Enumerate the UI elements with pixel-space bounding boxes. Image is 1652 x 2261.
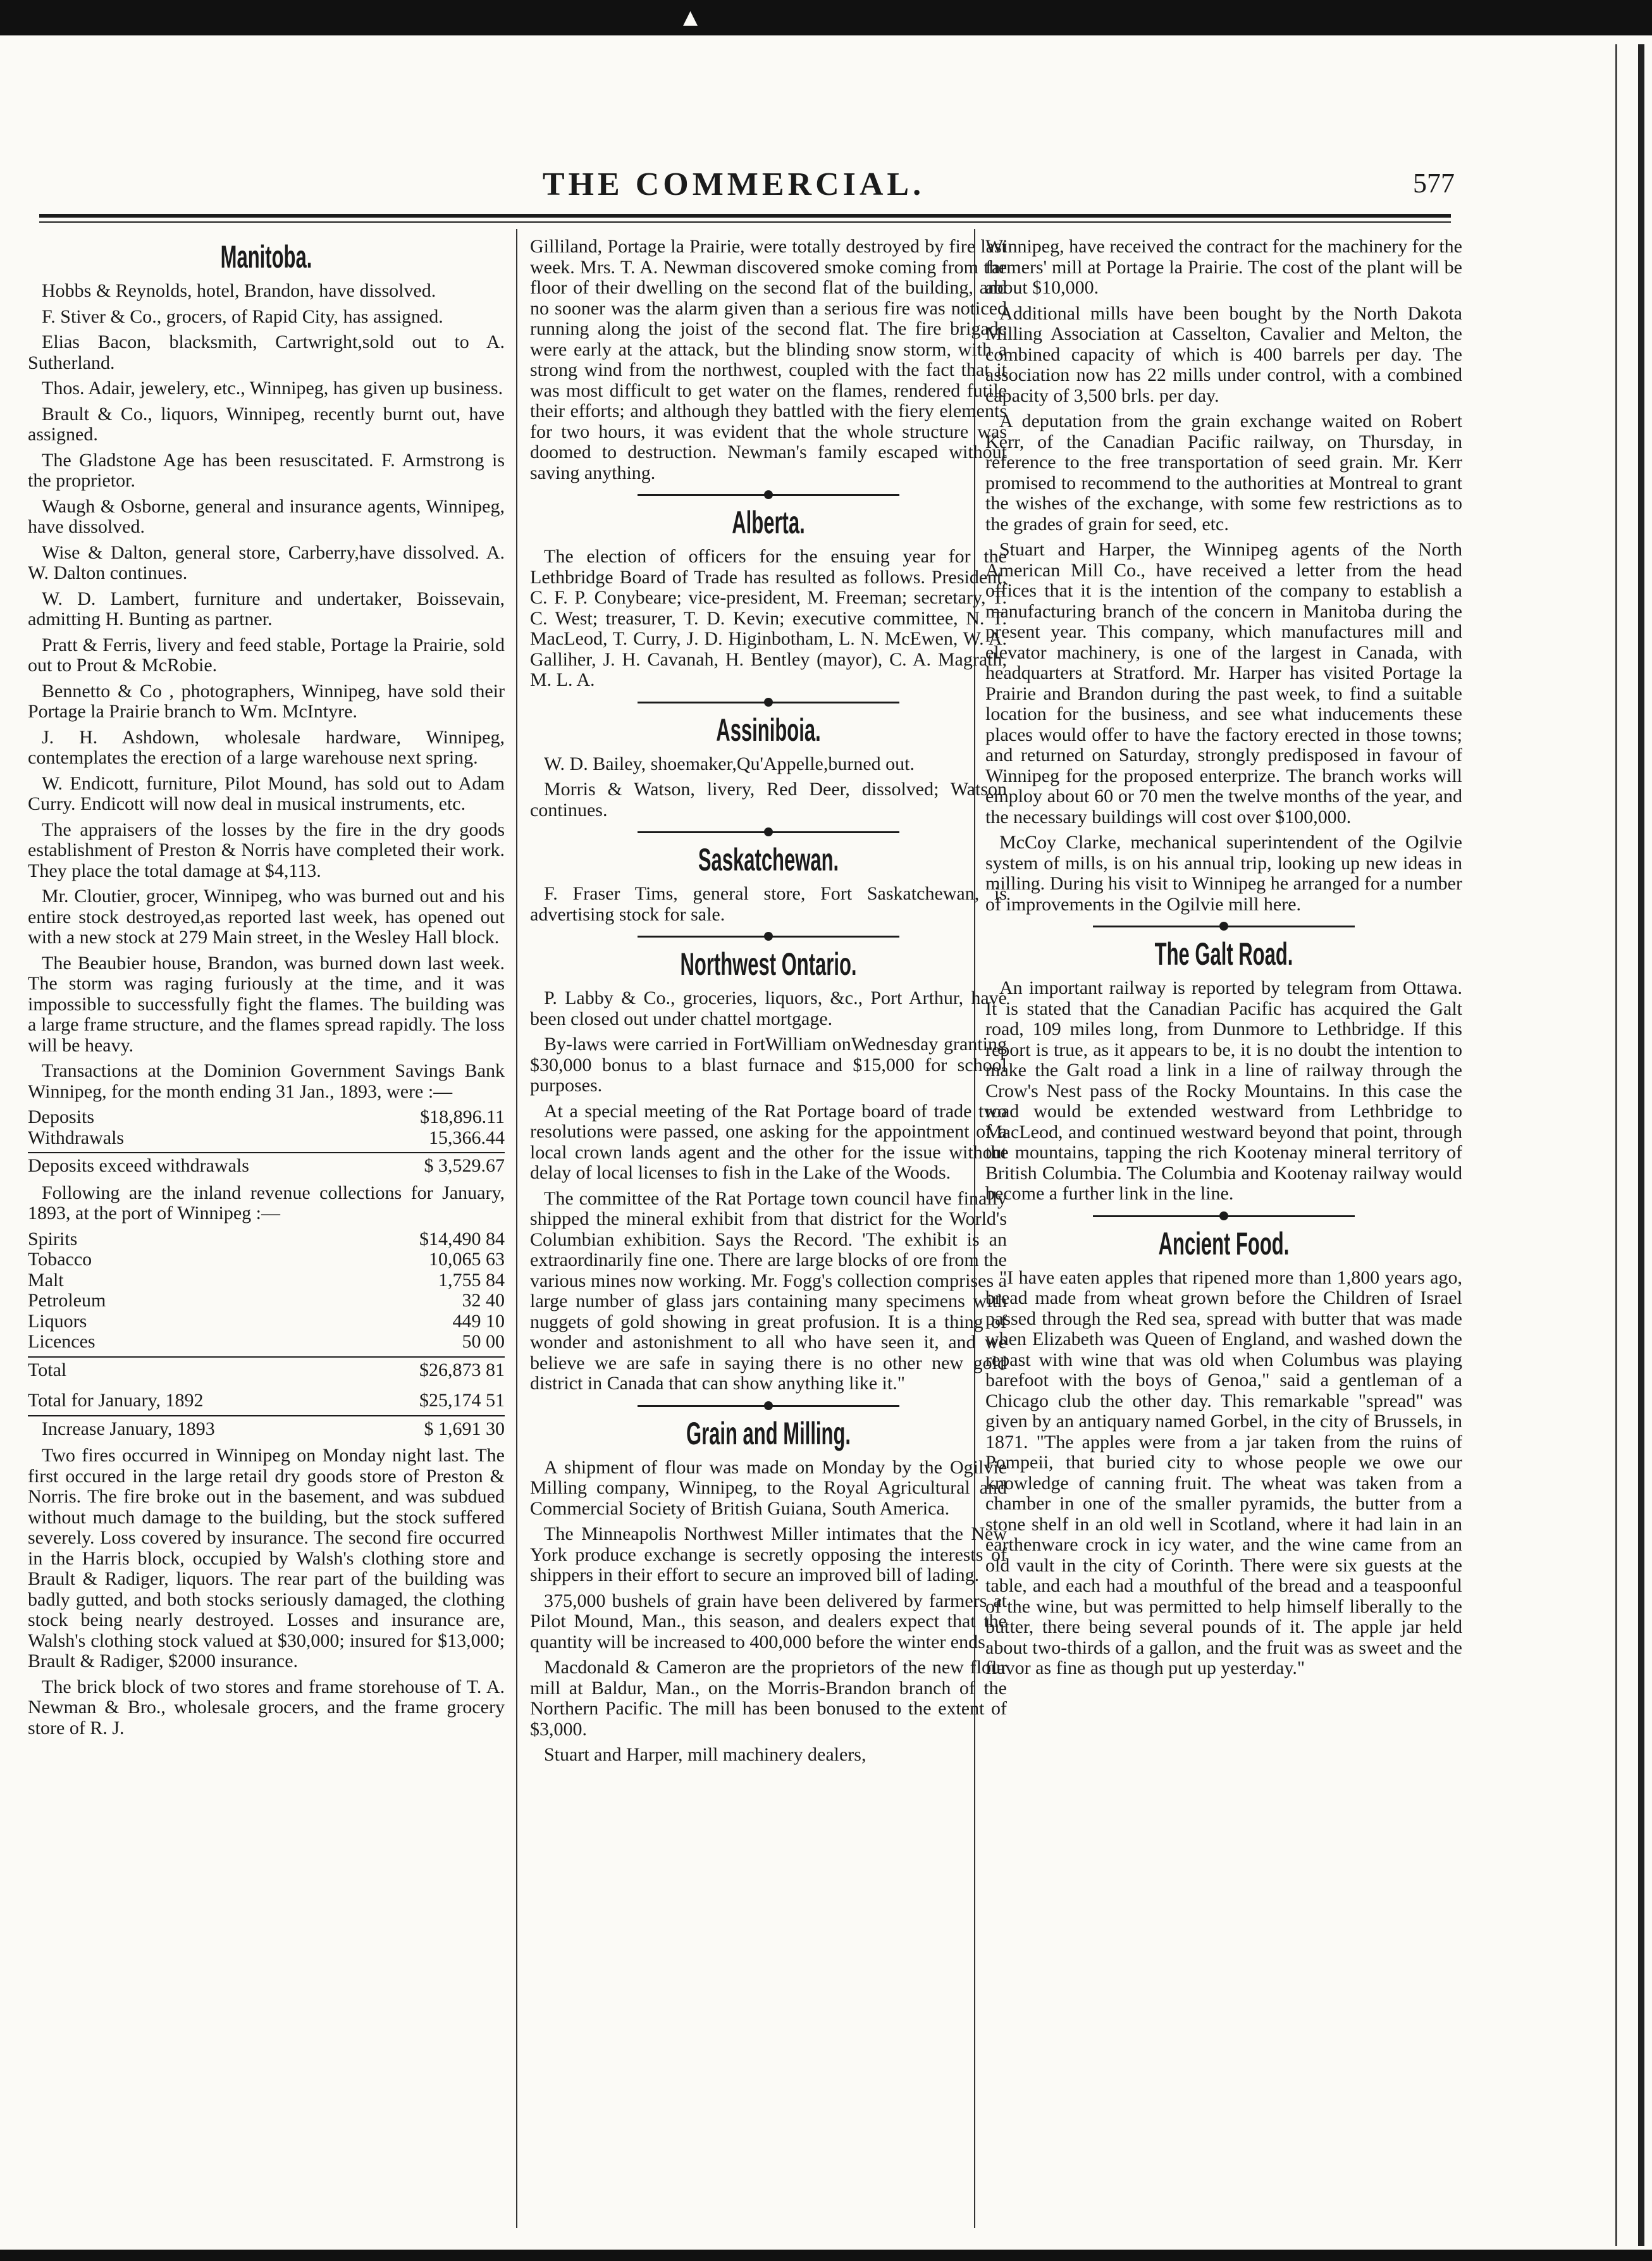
section-divider [530, 827, 1007, 837]
news-item: Bennetto & Co , photographers, Winnipeg, have sold their Portage la Prairie branch to Wm. McIntyre. [28, 680, 505, 722]
news-item: Macdonald & Cameron are the proprietors of the new flour mill at Baldur, Man., on the Morris-Brandon branch of the Northern Pacific. The mill has been bonused to the extent of $3,000. [530, 1657, 1007, 1740]
news-item: The Gladstone Age has been resuscitated. F. Armstrong is the proprietor. [28, 449, 505, 491]
news-item: Gilliland, Portage la Prairie, were totally destroyed by fire last week. Mrs. T. A. Newman discovered smoke coming from the floor of their dwelling on the second flat of the building, and no sooner was the alarm given than a serious fire was noticed running along the joist of the second flat. The fire brigade were early at the attack, but the blinding snow storm, with a strong wind from the northwest, coupled with the fact that it was most difficult to get water on the flames, rendered futile their efforts; and although they battled with the fiery elements for two hours, it was evident that the whole structure was doomed to destruction. Newman's family escaped without saving anything. [530, 236, 1007, 483]
row-label: Spirits [28, 1229, 78, 1249]
row-amount: 32 40 [462, 1290, 505, 1311]
news-item: The appraisers of the losses by the fire in the dry goods establishment of Preston & Norris have completed their work. They place the total damage at $4,113. [28, 819, 505, 881]
row-label: Petroleum [28, 1291, 106, 1311]
table-row [28, 1229, 505, 1250]
news-item: W. D. Lambert, furniture and undertaker, Boissevain, admitting H. Bunting as partner. [28, 588, 505, 629]
news-item: Two fires occurred in Winnipeg on Monday night last. The first occured in the large retail dry goods store of Preston & Norris. The fire broke out in the basement, and was subdued without much damage to the building, but the stock suffered severely. Loss covered by insurance. The second fire occurred in the Harris block, occupied by Walsh's clothing store and Brault & Radiger, liquors. The rear part of the building was badly gutted, and both stocks seriously damaged, the clothing stock being nearly destroyed. Losses and insurance are, Walsh's clothing stock valued at $30,000; insured for $13,000; Brault & Radiger, $2000 insurance. [28, 1445, 505, 1671]
row-amount: 1,755 84 [438, 1269, 505, 1291]
news-item: Pratt & Ferris, livery and feed stable, Portage la Prairie, sold out to Prout & McRobie. [28, 634, 505, 676]
news-item: McCoy Clarke, mechanical superintendent of the Ogilvie system of mills, is on his annual trip, looking up new ideas in milling. During his visit to Winnipeg he arranged for a number of improvements in the Ogilvie mill here. [985, 832, 1462, 915]
section-heading-alberta: Alberta. [732, 505, 805, 540]
section-divider [530, 931, 1007, 941]
news-item: P. Labby & Co., groceries, liquors, &c., Port Arthur, have been closed out under chattel mortgage. [530, 988, 1007, 1029]
table-total-row [28, 1152, 505, 1177]
news-item: Elias Bacon, blacksmith, Cartwright,sold out to A. Sutherland. [28, 331, 505, 373]
arrow-icon: ▲ [683, 6, 698, 28]
scan-bottom-border [0, 2250, 1652, 2261]
news-item: Stuart and Harper, mill machinery dealers, [544, 1744, 866, 1765]
news-item: The Beaubier house, Brandon, was burned down last week. The storm was raging furiously at the time, and it was impossible to successfully fight the flames. The building was a large frame structure, and the flames spread rapidly. The loss will be heavy. [28, 952, 505, 1056]
row-label: Licences [28, 1332, 96, 1352]
row-amount: $ 3,529.67 [424, 1155, 505, 1176]
row-label: Total [28, 1360, 67, 1380]
news-item: J. H. Ashdown, wholesale hardware, Winnipeg, contemplates the erection of a large warehouse next spring. [28, 726, 505, 768]
row-label: Malt [28, 1270, 64, 1291]
page-number: 577 [1413, 168, 1455, 199]
section-heading-manitoba: Manitoba. [220, 239, 312, 275]
news-item: Stuart and Harper, the Winnipeg agents of the North American Mill Co., have received a letter from the head offices that it is the intention of the company to establish a manufacturing branch of the concern in Manitoba during the present year. This company, which manufactures mill and elevator machinery, is one of the largest in Canada, with headquarters at Stratford. Mr. Harper has visited Portage la Prairie and Brandon during the past week, to find a suitable location for the business, and see what inducements these places would offer to have the factory erected in those towns; and returned on Saturday, strongly predisposed in favour of Winnipeg for the proposed enterprize. The branch works will employ about 60 or 70 men the twelve months of the year, and the necessary buildings will cost over $100,000. [985, 539, 1462, 827]
news-item: "I have eaten apples that ripened more than 1,800 years ago, bread made from wheat grown before the Children of Israel passed through the Red sea, spread with butter that was made when Elizabeth was Queen of England, and washed down the repast with wine that was old when Columbus was playing barefoot with the boys of Genoa," said a gentleman of a Chicago club the other day. This remarkable "spread" was given by an antiquary named Gorbel, in the city of Brussels, in 1871. "The apples were from a jar taken from the ruins of Pompeii, that buried city to whose people we owe our knowledge of canning fruit. The wheat was taken from a chamber in one of the smaller pyramids, the butter from a stone shelf in an old well in Scotland, where it had lain in an earthenware crock in icy water, and the wine came from an old vault in the city of Corinth. There were six guests at the table, and each had a mouthful of the bread and a teaspoonful of the wine, but was permitted to help himself liberally to the butter, there being several pounds of it. The apple jar held about two-thirds of a gallon, and the fruit was as sweet and the flavor as fine as though put up yesterday." [985, 1267, 1462, 1678]
news-item: By-laws were carried in FortWilliam onWednesday granting $30,000 bonus to a blast furnace and $15,000 for school purposes. [530, 1034, 1007, 1096]
row-amount: $ 1,691 30 [424, 1418, 505, 1439]
row-label: Deposits [28, 1107, 94, 1127]
news-item: F. Stiver & Co., grocers, of Rapid City, has assigned. [42, 306, 443, 327]
news-item: Wise & Dalton, general store, Carberry,have dissolved. A. W. Dalton continues. [28, 542, 505, 583]
section-heading-grain-and-milling: Grain and Milling. [686, 1415, 851, 1451]
column-1 [28, 237, 505, 1744]
table-total-row [28, 1356, 505, 1381]
section-divider [530, 1401, 1007, 1411]
news-item: 375,000 bushels of grain have been delivered by farmers at Pilot Mound, Man., this season, and dealers expect that the quantity will be increased to 400,000 before the winter ends. [530, 1590, 1007, 1652]
news-item: Brault & Co., liquors, Winnipeg, recently burnt out, have assigned. [28, 403, 505, 445]
news-item: Hobbs & Reynolds, hotel, Brandon, have dissolved. [42, 280, 436, 301]
row-amount: 10,065 63 [429, 1249, 505, 1270]
savings-bank-table [28, 1107, 505, 1177]
news-item: Thos. Adair, jewelery, etc., Winnipeg, has given up business. [42, 378, 503, 399]
table-row [28, 1415, 505, 1440]
row-amount: $26,873 81 [419, 1359, 505, 1380]
scan-top-border [0, 0, 1652, 35]
table-row [28, 1128, 505, 1149]
row-label: Withdrawals [28, 1127, 125, 1148]
section-divider [985, 1211, 1462, 1221]
row-amount: $25,174 51 [419, 1390, 505, 1411]
news-item: A deputation from the grain exchange waited on Robert Kerr, of the Canadian Pacific railway, on Thursday, in reference to the free transportation of seed grain. Mr. Kerr promised to recommend to the authorities at Montreal to grant the wishes of the exchange, with some few restrictions as to the grades of grain for seed, etc. [985, 411, 1462, 535]
row-amount: 15,366.44 [429, 1127, 505, 1148]
table-row [28, 1107, 505, 1128]
news-item: Transactions at the Dominion Government Savings Bank Winnipeg, for the month ending 31 Jan., 1893, were :— [28, 1060, 505, 1102]
news-item: The Minneapolis Northwest Miller intimates that the New York produce exchange is secretly opposing the interests of shippers in their effort to secure an improved bill of lading. [530, 1523, 1007, 1585]
section-divider [530, 697, 1007, 707]
section-heading-northwest-ontario: Northwest Ontario. [680, 946, 857, 982]
news-item: W. Endicott, furniture, Pilot Mound, has sold out to Adam Curry. Endicott will now deal in musical instruments, etc. [28, 772, 505, 814]
column-2 [530, 237, 1007, 1771]
table-row [28, 1291, 505, 1311]
section-heading-galt-road: The Galt Road. [1154, 936, 1293, 972]
header-rule-thin [39, 221, 1451, 223]
section-heading-assiniboia: Assiniboia. [716, 712, 821, 748]
row-amount: $18,896.11 [420, 1106, 505, 1127]
row-amount: $14,490 84 [419, 1228, 505, 1249]
news-item: Morris & Watson, livery, Red Deer, dissolved; Watson continues. [530, 779, 1007, 821]
news-item: The brick block of two stores and frame storehouse of T. A. Newman & Bro., wholesale grocers, and the frame grocery store of R. J. [28, 1676, 505, 1738]
row-label: Increase January, 1893 [42, 1418, 215, 1439]
row-label: Liquors [28, 1311, 87, 1332]
row-amount: 50 00 [462, 1331, 505, 1352]
section-heading-saskatchewan: Saskatchewan. [698, 842, 839, 877]
row-amount: 449 10 [452, 1310, 505, 1332]
news-item: At a special meeting of the Rat Portage board of trade two resolutions were passed, one asking for the appointment of a local crown lands agent and the other for the issue without delay of local licenses to fish in the Lake of the Woods. [530, 1100, 1007, 1183]
news-item: Additional mills have been bought by the North Dakota Milling Association at Casselton, Cavalier and Melton, the combined capacity of which is 400 barrels per day. The association now has 22 mills under control, with a combined capacity of 3,500 brls. per day. [985, 302, 1462, 406]
news-item: A shipment of flour was made on Monday by the Ogilvie Milling company, Winnipeg, to the Royal Agricultural and Commercial Society of British Guiana, South America. [530, 1456, 1007, 1519]
section-heading-ancient-food: Ancient Food. [1158, 1225, 1290, 1261]
news-item: Mr. Cloutier, grocer, Winnipeg, who was burned out and his entire stock destroyed,as reported last week, has opened out with a new stock at 279 Main street, in the Wesley Hall block. [28, 886, 505, 948]
table-row [28, 1270, 505, 1291]
table-row [28, 1332, 505, 1353]
header-rule [39, 214, 1451, 218]
row-label: Total for January, 1892 [28, 1391, 204, 1411]
masthead: THE COMMERCIAL. [542, 166, 925, 202]
table-row [28, 1311, 505, 1332]
news-item: Following are the inland revenue collections for January, 1893, at the port of Winnipeg :— [28, 1182, 505, 1223]
news-item: The committee of the Rat Portage town council have finally shipped the mineral exhibit from that district for the World's Columbian exhibition. Says the Record. 'The exhibit is an extraordinarily fine one. There are large blocks of ore from the various mines now working. Mr. Fogg's collection comprises a large number of glass jars containing many specimens with nuggets of gold showing in great profusion. It is a thing of wonder and astonishment to all who have seen it, and we believe we are safe in saying there is no other new gold district in Canada that can show anything like it." [530, 1187, 1007, 1394]
inland-revenue-table [28, 1229, 505, 1440]
column-3 [985, 237, 1462, 1684]
news-item: Winnipeg, have received the contract for the machinery for the farmers' mill at Portage la Prairie. The cost of the plant will be about $10,000. [985, 236, 1462, 298]
section-divider [985, 921, 1462, 931]
scan-right-edge-line [1615, 44, 1617, 2246]
news-item: W. D. Bailey, shoemaker,Qu'Appelle,burned out. [544, 753, 915, 774]
news-item: An important railway is reported by telegram from Ottawa. It is stated that the Canadian Pacific has acquired the Galt road, 109 miles long, from Dunmore to Lethbridge. If this report is true, as it appears to be, it is no doubt the intention to make the Galt road a link in a line of railway through the Crow's Nest pass of the Rocky Mountains. In this case the road would be extended westward from Lethbridge to MacLeod, and continued westward beyond that point, through the mountains, tapping the rich Kootenay mineral territory of British Columbia. The Columbia and Kootenay railway would become a further link in the line. [985, 977, 1462, 1204]
table-row [28, 1249, 505, 1270]
news-item: F. Fraser Tims, general store, Fort Saskatchewan, is advertising stock for sale. [530, 883, 1007, 925]
section-divider [530, 490, 1007, 500]
table-row [28, 1391, 505, 1411]
news-item: The election of officers for the ensuing year for the Lethbridge Board of Trade has resulted as follows. President, C. F. P. Conybeare; vice-president, M. Freeman; secretary, T. C. West; treasurer, T. D. Kevin; executive committee, N. T. MacLeod, T. Curry, J. D. Higinbotham, L. N. McEwen, W. A. Galliher, J. H. Cavanah, H. Bentley (mayor), C. A. Magrath, M. L. A. [530, 546, 1007, 690]
scan-right-edge [1638, 44, 1644, 2246]
column-divider [516, 229, 517, 2228]
row-label: Deposits exceed withdrawals [28, 1156, 249, 1176]
news-item: Waugh & Osborne, general and insurance agents, Winnipeg, have dissolved. [28, 495, 505, 537]
row-label: Tobacco [28, 1249, 92, 1270]
